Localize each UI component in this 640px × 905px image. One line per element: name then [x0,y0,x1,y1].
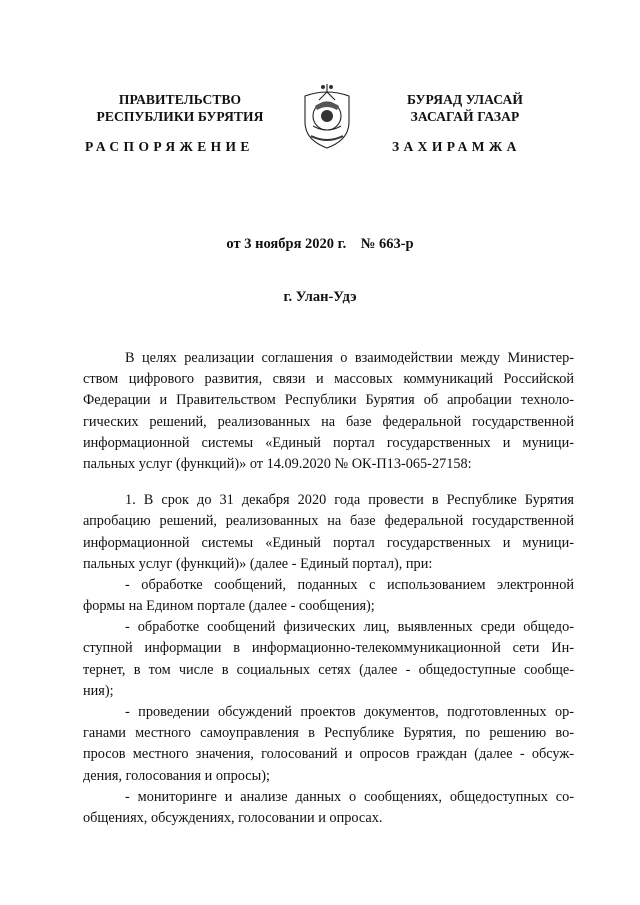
paragraph-item-1 [83,490,574,575]
doc-type-left: РАСПОРЯЖЕНИЕ [85,139,254,154]
text-line: ния); [83,682,114,699]
text-line: общениях, обсуждениях, голосовании и опросах. [83,809,383,826]
text-line: ганами местного самоуправления в Республике Бурятия, по решению во- [83,725,574,742]
text-line: информационной системы «Единый портал государственных и муници- [83,434,574,451]
header-left-line2: РЕСПУБЛИКИ БУРЯТИЯ [96,109,264,124]
text-line: пальных услуг (функций)» (далее - Единый портал), при: [83,555,433,572]
text-line: тернет, в том числе в социальных сетях (далее - общедоступные сообще- [83,661,574,678]
text-line: гических решений, реализованных на базе федеральной государственной [83,413,574,430]
text-line: - мониторинге и анализе данных о сообщениях, общедоступных со- [125,788,574,805]
header-right-block [365,91,565,125]
text-line: просов местного значения, голосований и опросов граждан (далее - обсуж- [83,746,574,763]
text-line: дения, голосования и опросы); [83,767,270,784]
doc-type-right: ЗАХИРАМЖА [392,139,521,154]
header-right-line2: ЗАСАГАЙ ГАЗАР [410,109,520,124]
document-body [83,348,574,829]
city: г. Улан-Удэ [283,289,357,305]
text-line: - обработке сообщений физических лиц, выявленных среди общедо- [125,619,574,636]
text-line: В целях реализации соглашения о взаимодействии между Министер- [125,350,574,366]
header-right-line1: БУРЯАД УЛАСАЙ [407,92,523,107]
text-line: 1. В срок до 31 декабря 2020 года провести в Республике Бурятия [125,492,574,509]
text-line: апробацию решений, реализованных на базе федеральной государственной [83,513,574,530]
date-and-number: от 3 ноября 2020 г. № 663-р [226,236,414,252]
paragraph-preamble [83,348,574,475]
text-line: - обработке сообщений, поданных с использованием электронной [125,576,574,593]
text-line: информационной системы «Единый портал государственных и муници- [83,534,574,551]
text-line: формы на Едином портале (далее - сообщения); [83,598,375,615]
text-line: Федерации и Правительством Республики Бурятия об апробации техноло- [83,392,574,409]
text-line: ступной информации в информационно-телекоммуникационной сети Ин- [83,640,574,657]
list-item [83,617,574,702]
header-left-line1: ПРАВИТЕЛЬСТВО [118,92,242,107]
header-left-block [80,91,280,125]
list-item [83,702,574,787]
coat-of-arms-emblem [297,80,357,152]
text-line: пальных услуг (функций)» от 14.09.2020 № ОК-П13-065-27158: [83,455,472,472]
list-item [83,575,574,617]
text-line: - проведении обсуждений проектов документов, подготовленных ор- [125,704,574,720]
list-item [83,787,574,829]
text-line: ством цифрового развития, связи и массовых коммуникаций Российской [83,371,574,388]
